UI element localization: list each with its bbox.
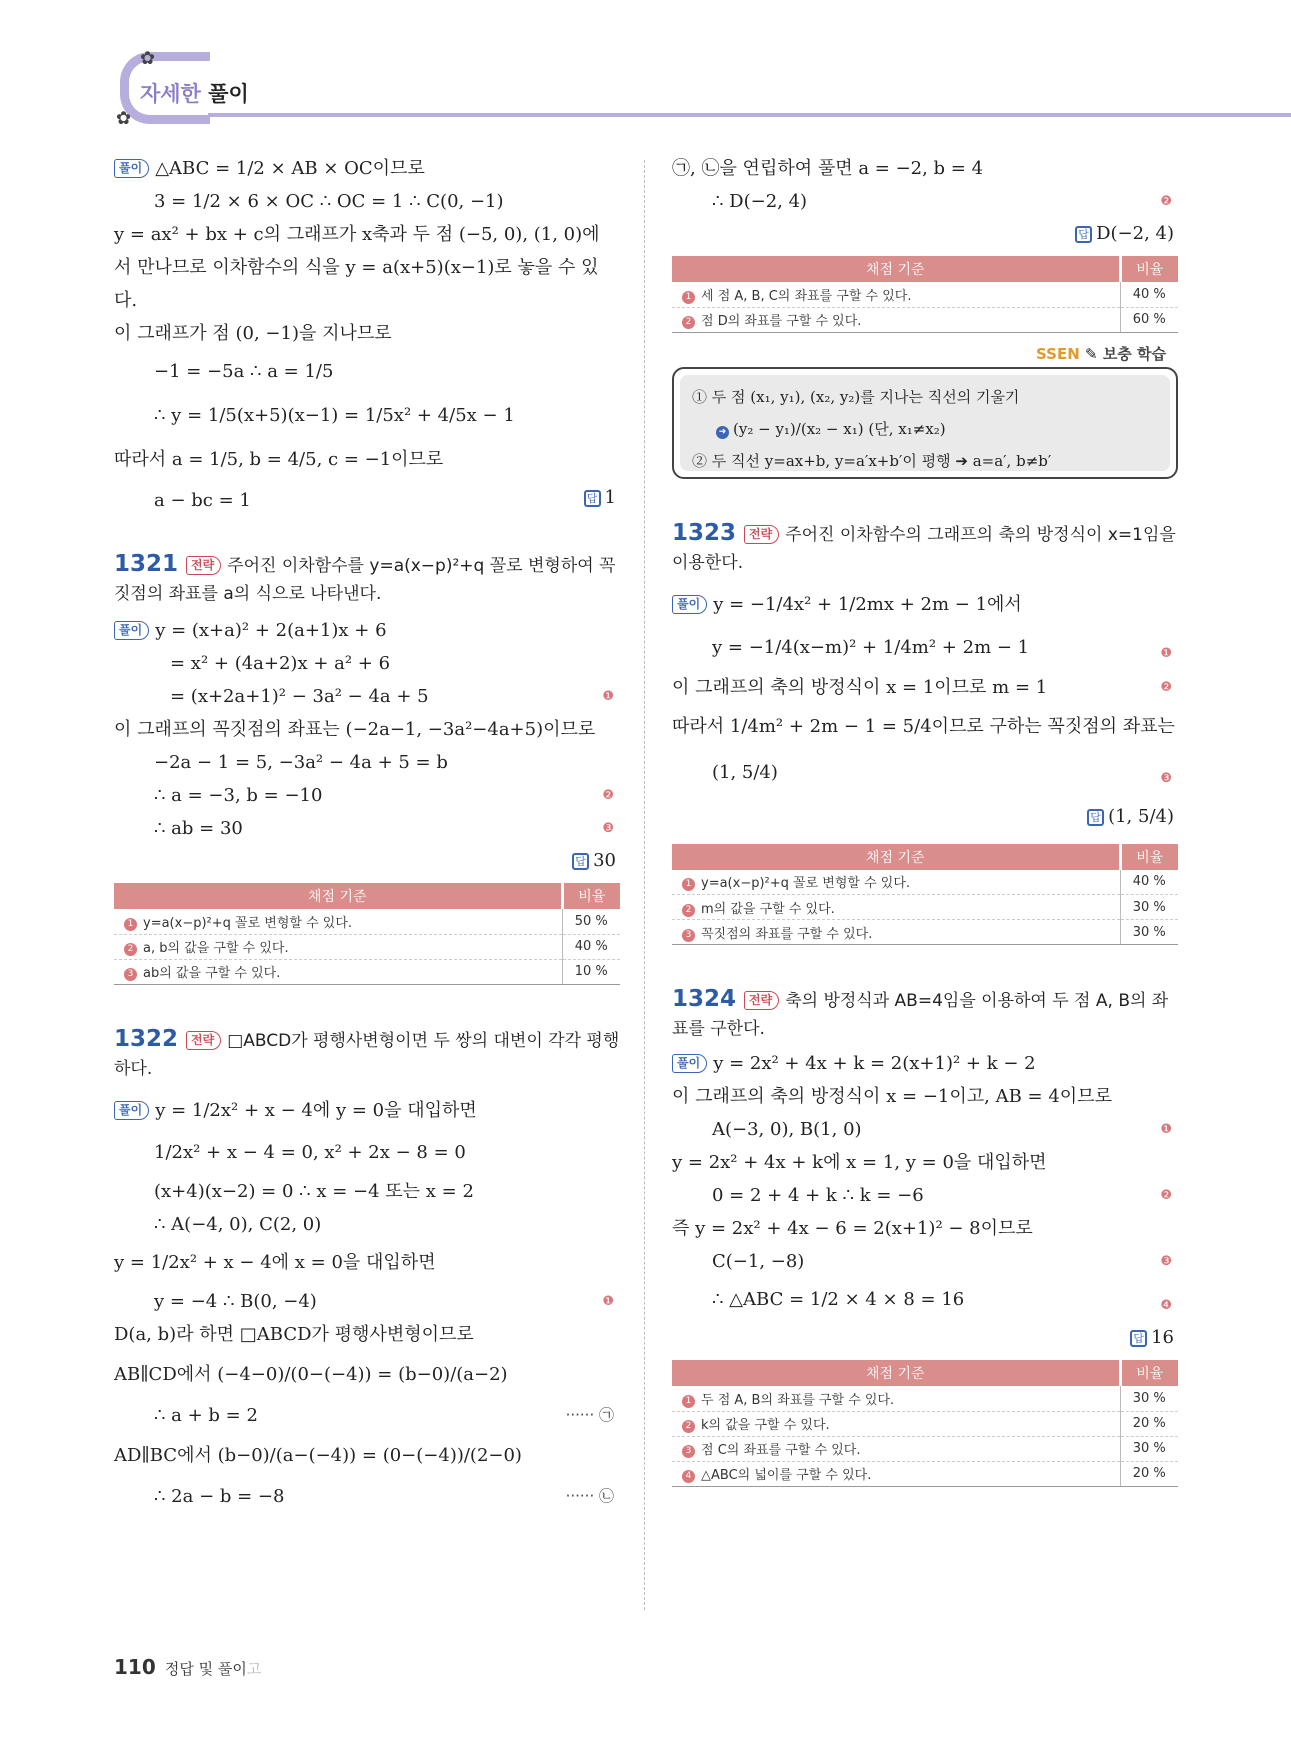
step-marker: ❸ <box>1160 770 1172 786</box>
table-row: 4 △ABC의 넓이를 구할 수 있다. 20 % <box>672 1461 1178 1486</box>
page-footer <box>114 1655 261 1679</box>
solution-line: ∴ △ABC = 1/2 × 4 × 8 = 16 <box>712 1289 965 1310</box>
solution-line: 이 그래프가 점 (0, −1)을 지나므로 <box>114 323 392 344</box>
problem-number: 1321 <box>114 551 179 577</box>
solution-line: y = −1/4x² + 1/2mx + 2m − 1에서 <box>713 593 1022 615</box>
solution-line: ∴ a + b = 2 <box>154 1404 258 1426</box>
table-header: 비율 <box>1120 256 1178 282</box>
problem-1323 <box>672 519 1178 946</box>
scoring-table <box>672 844 1178 946</box>
solution-line: C(−1, −8) <box>712 1251 805 1272</box>
solution-line: ∴ 2a − b = −8 <box>154 1485 285 1507</box>
solution-tag: 풀이 <box>114 159 149 178</box>
strategy-tag: 전략 <box>186 1031 221 1050</box>
answer-value: D(−2, 4) <box>1096 223 1174 244</box>
solution-line: y = 1/2x² + x − 4에 x = 0을 대입하면 <box>114 1251 436 1273</box>
problem-1322 <box>114 1025 620 1513</box>
strategy-text: □ABCD가 평행사변형이면 두 쌍의 대변이 각각 평행하다. <box>114 1030 620 1079</box>
strategy-tag: 전략 <box>744 525 779 544</box>
arrow-icon: ➜ <box>716 426 729 439</box>
strategy-text: 주어진 이차함수를 y=a(x−p)²+q 꼴로 변형하여 꼭짓점의 좌표를 a의 식으로 나타낸다. <box>114 556 616 604</box>
solution-line: ㉠, ㉡을 연립하여 풀면 a = −2, b = 4 <box>672 158 984 179</box>
note-icon: ✎ <box>1085 344 1098 363</box>
step-marker: ❹ <box>1160 1298 1172 1313</box>
table-row: 1 y=a(x−p)²+q 꼴로 변형할 수 있다. 40 % <box>672 870 1178 895</box>
solution-line: −2a − 1 = 5, −3a² − 4a + 5 = b <box>154 752 448 773</box>
answer-value: 16 <box>1151 1327 1174 1348</box>
solution-line: 따라서 a = 1/5, b = 4/5, c = −1이므로 <box>114 449 444 470</box>
solution-line: AB∥CD에서 (−4−0)/(0−(−4)) = (b−0)/(a−2) <box>114 1363 508 1385</box>
page-header <box>0 0 1291 130</box>
ssen-line: (y₂ − y₁)/(x₂ − x₁) (단, x₁≠x₂) <box>733 419 946 438</box>
scoring-table <box>672 256 1178 333</box>
solution-line: y = 2x² + 4x + k = 2(x+1)² + k − 2 <box>713 1053 1036 1074</box>
table-header: 채점 기준 <box>114 883 562 909</box>
solution-tag: 풀이 <box>672 1054 707 1073</box>
section-title: 자세한 풀이 <box>140 82 249 106</box>
strategy-text: 주어진 이차함수의 그래프의 축의 방정식이 x=1임을 이용한다. <box>672 524 1176 573</box>
table-header: 비율 <box>1120 1360 1178 1386</box>
table-row: 2 a, b의 값을 구할 수 있다. 40 % <box>114 934 620 959</box>
step-marker: ❶ <box>1160 1122 1172 1137</box>
problem-1321 <box>114 550 620 985</box>
solution-line: 따라서 1/4m² + 2m − 1 = 5/4이므로 구하는 꼭짓점의 좌표는 <box>672 715 1175 737</box>
right-column <box>672 152 1178 1487</box>
equation-mark: ······ ㉡ <box>565 1486 614 1505</box>
equation-mark: ······ ㉠ <box>565 1405 614 1424</box>
solution-line: 이 그래프의 축의 방정식이 x = −1이고, AB = 4이므로 <box>672 1086 1112 1107</box>
page-number: 110 <box>114 1655 156 1679</box>
table-row: 1 y=a(x−p)²+q 꼴로 변형할 수 있다. 50 % <box>114 909 620 934</box>
supplementary-box <box>672 344 1178 479</box>
solution-line: 이 그래프의 꼭짓점의 좌표는 (−2a−1, −3a²−4a+5)이므로 <box>114 719 596 740</box>
solution-line: 즉 y = 2x² + 4x − 6 = 2(x+1)² − 8이므로 <box>672 1218 1033 1239</box>
solution-line: = (x+2a+1)² − 3a² − 4a + 5 <box>170 686 429 707</box>
column-divider <box>644 160 645 1610</box>
footer-label-faded: 고 <box>246 1660 262 1678</box>
step-marker: ❶ <box>602 1293 614 1309</box>
solution-line: AD∥BC에서 (b−0)/(a−(−4)) = (0−(−4))/(2−0) <box>114 1444 522 1466</box>
step-marker: ❶ <box>1160 645 1172 661</box>
step-marker: ❷ <box>1160 679 1172 695</box>
answer-icon: 답 <box>1075 226 1092 243</box>
step-marker: ❷ <box>602 788 614 803</box>
ssen-line: ② 두 직선 y=ax+b, y=a′x+b′이 평행 ➔ a=a′, b≠b′ <box>692 451 1052 470</box>
solution-line: 1/2x² + x − 4 = 0, x² + 2x − 8 = 0 <box>154 1141 466 1163</box>
problem-1324 <box>672 985 1178 1487</box>
answer-icon: 답 <box>1087 809 1104 826</box>
solution-tag: 풀이 <box>114 1101 149 1120</box>
scoring-table <box>114 883 620 985</box>
strategy-tag: 전략 <box>186 556 221 575</box>
solution-tag: 풀이 <box>672 595 707 614</box>
solution-line: y = ax² + bx + c의 그래프가 x축과 두 점 (−5, 0), (1, 0)에 서 만나므로 이차함수의 식을 y = a(x+5)(x−1)로 놓을 수 있다. <box>114 224 600 311</box>
strategy-tag: 전략 <box>744 991 779 1010</box>
table-row: 2 m의 값을 구할 수 있다. 30 % <box>672 895 1178 920</box>
problem-1320-solution <box>114 152 620 520</box>
ssen-logo: SSEN <box>1036 344 1080 363</box>
solution-line: a − bc = 1 <box>154 490 251 511</box>
ssen-line: ① 두 점 (x₁, y₁), (x₂, y₂)를 지나는 직선의 기울기 <box>692 387 1020 406</box>
problem-number: 1324 <box>672 986 737 1012</box>
table-row: 1 두 점 A, B의 좌표를 구할 수 있다. 30 % <box>672 1386 1178 1411</box>
solution-tag: 풀이 <box>114 621 149 640</box>
table-row: 2 k의 값을 구할 수 있다. 20 % <box>672 1411 1178 1436</box>
problem-1322-continued <box>672 152 1178 333</box>
ssen-label: 보충 학습 <box>1102 344 1166 363</box>
solution-line: ∴ y = 1/5(x+5)(x−1) = 1/5x² + 4/5x − 1 <box>154 405 515 426</box>
problem-number: 1322 <box>114 1025 179 1052</box>
solution-line: 이 그래프의 축의 방정식이 x = 1이므로 m = 1 <box>672 676 1048 698</box>
table-header: 채점 기준 <box>672 1360 1120 1386</box>
solution-line: A(−3, 0), B(1, 0) <box>712 1119 862 1140</box>
table-row: 2 점 D의 좌표를 구할 수 있다. 60 % <box>672 307 1178 332</box>
solution-line: ∴ a = −3, b = −10 <box>154 785 323 806</box>
solution-line: y = 1/2x² + x − 4에 y = 0을 대입하면 <box>155 1099 477 1121</box>
table-header: 비율 <box>562 883 620 909</box>
table-row: 3 꼭짓점의 좌표를 구할 수 있다. 30 % <box>672 920 1178 945</box>
step-marker: ❸ <box>602 821 614 836</box>
solution-line: = x² + (4a+2)x + a² + 6 <box>170 653 391 674</box>
answer-icon: 답 <box>584 490 601 507</box>
solution-line: −1 = −5a ∴ a = 1/5 <box>154 361 334 382</box>
step-marker: ❷ <box>1160 194 1172 209</box>
table-row: 3 ab의 값을 구할 수 있다. 10 % <box>114 959 620 984</box>
step-marker: ❷ <box>1160 1188 1172 1203</box>
solution-line: 0 = 2 + 4 + k ∴ k = −6 <box>712 1185 924 1206</box>
solution-line: y = −4 ∴ B(0, −4) <box>154 1290 317 1312</box>
solution-line: ∴ D(−2, 4) <box>712 191 808 212</box>
bee-icon: ✿ <box>116 108 132 129</box>
step-marker: ❸ <box>1160 1254 1172 1269</box>
table-header: 채점 기준 <box>672 844 1120 870</box>
answer-value: 30 <box>593 850 616 871</box>
answer-icon: 답 <box>572 853 589 870</box>
solution-line: y = −1/4(x−m)² + 1/4m² + 2m − 1 <box>712 636 1030 658</box>
problem-number: 1323 <box>672 519 737 546</box>
header-rule <box>208 113 1291 117</box>
solution-line: ∴ ab = 30 <box>154 818 243 839</box>
solution-line: D(a, b)라 하면 □ABCD가 평행사변형이므로 <box>114 1323 474 1345</box>
left-column <box>114 152 620 1513</box>
step-marker: ❶ <box>602 689 614 704</box>
solution-line: y = (x+a)² + 2(a+1)x + 6 <box>155 620 387 641</box>
solution-line: y = 2x² + 4x + k에 x = 1, y = 0을 대입하면 <box>672 1152 1047 1173</box>
answer-value: (1, 5/4) <box>1108 805 1174 827</box>
strategy-text: 축의 방정식과 AB=4임을 이용하여 두 점 A, B의 좌표를 구한다. <box>672 991 1169 1039</box>
answer-icon: 답 <box>1130 1330 1147 1347</box>
table-row: 3 점 C의 좌표를 구할 수 있다. 30 % <box>672 1436 1178 1461</box>
table-row: 1 세 점 A, B, C의 좌표를 구할 수 있다. 40 % <box>672 282 1178 307</box>
scoring-table <box>672 1360 1178 1487</box>
footer-label: 정답 및 풀이 <box>164 1660 247 1678</box>
answer-value: 1 <box>604 487 616 508</box>
solution-line: ∴ A(−4, 0), C(2, 0) <box>154 1213 322 1235</box>
solution-line: 3 = 1/2 × 6 × OC ∴ OC = 1 ∴ C(0, −1) <box>154 191 504 212</box>
solution-line: (x+4)(x−2) = 0 ∴ x = −4 또는 x = 2 <box>154 1180 474 1202</box>
solution-line: (1, 5/4) <box>712 761 778 783</box>
table-header: 비율 <box>1120 844 1178 870</box>
table-header: 채점 기준 <box>672 256 1120 282</box>
solution-line: △ABC = 1/2 × AB × OC이므로 <box>155 158 425 179</box>
bee-icon: ✿ <box>140 48 156 69</box>
